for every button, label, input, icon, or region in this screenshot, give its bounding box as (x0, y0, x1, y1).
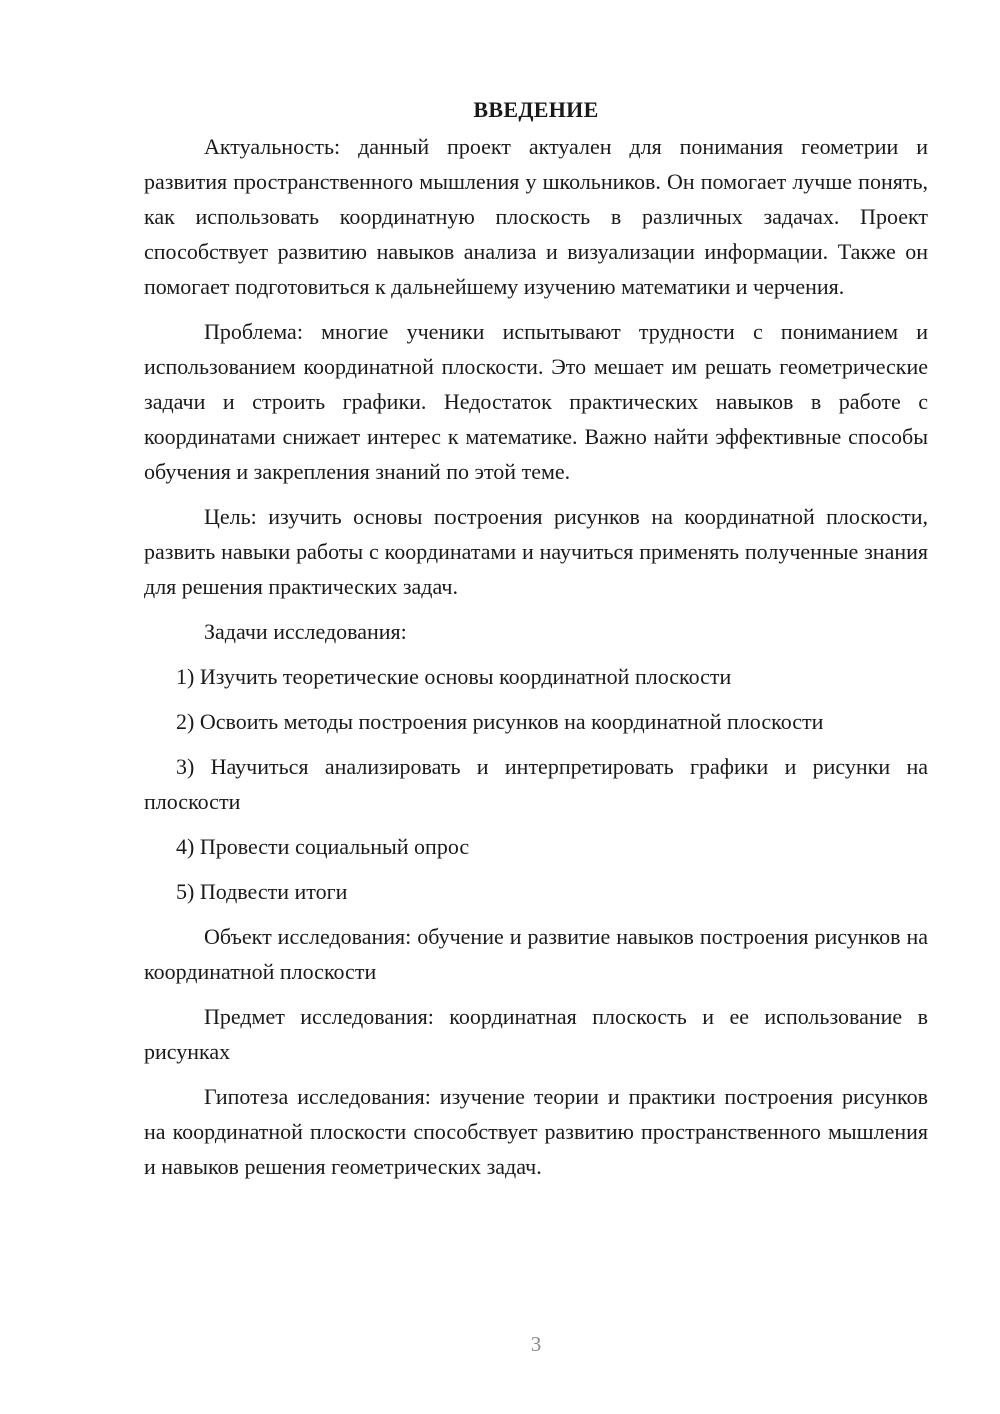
task-item-5: 5) Подвести итоги (176, 879, 348, 904)
problem-paragraph: Проблема: многие ученики испытывают трудности с пониманием и использованием координатной плоскости. Это мешает им решать геометрические задачи и строить графики. Недостаток практических навыков в работе с координатами снижает интерес к математике. Важно найти эффективные способы обучения и закрепления знаний по этой теме. (144, 319, 928, 484)
goal-paragraph: Цель: изучить основы построения рисунков на координатной плоскости, развить навыки работы с координатами и научиться применять полученные знания для решения практических задач. (144, 504, 928, 599)
relevance-paragraph: Актуальность: данный проект актуален для понимания геометрии и развития пространственного мышления у школьников. Он помогает лучше понять, как использовать координатную плоскость в различных задачах. Проект способствует развитию навыков анализа и визуализации информации. Также он помогает подготовиться к дальнейшему изучению математики и черчения. (144, 134, 928, 299)
document-page (144, 92, 928, 1194)
task-item-1: 1) Изучить теоретические основы координатной плоскости (176, 664, 732, 689)
task-item-4: 4) Провести социальный опрос (176, 834, 470, 859)
task-item-2: 2) Освоить методы построения рисунков на координатной плоскости (176, 709, 824, 734)
page-number: 3 (530, 1332, 542, 1356)
subject-paragraph: Предмет исследования: координатная плоскость и ее использование в рисунках (144, 1004, 928, 1064)
object-paragraph: Объект исследования: обучение и развитие навыков построения рисунков на координатной плоскости (144, 924, 928, 984)
tasks-heading: Задачи исследования: (204, 619, 407, 644)
hypothesis-paragraph: Гипотеза исследования: изучение теории и практики построения рисунков на координатной плоскости способствует развитию пространственного мышления и навыков решения геометрических задач. (144, 1084, 928, 1179)
task-item-3: 3) Научиться анализировать и интерпретировать графики и рисунки на плоскости (144, 754, 928, 814)
section-title: ВВЕДЕНИЕ (473, 97, 599, 122)
